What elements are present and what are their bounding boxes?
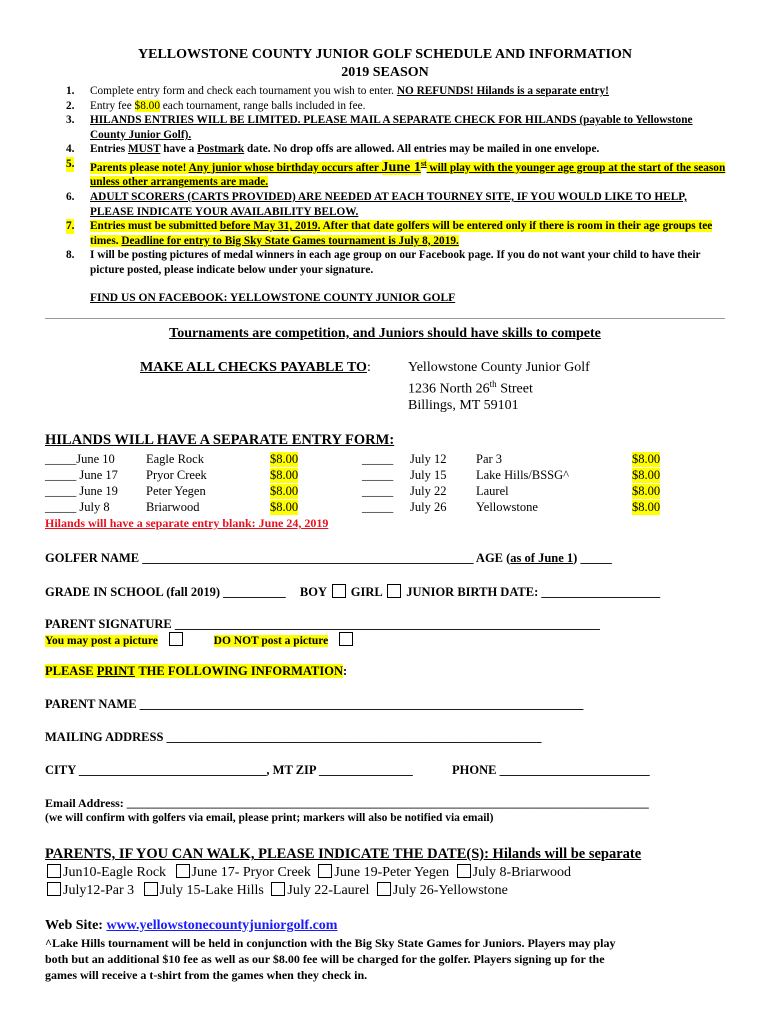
payee-street: 1236 North 26th Street bbox=[408, 379, 533, 397]
rule-item: 4. Entries MUST have a Postmark date. No drop offs are allowed. All entries may be mailed in one envelope. bbox=[66, 143, 600, 156]
schedule-course: Lake Hills/BSSG^ bbox=[476, 468, 570, 482]
volunteer-checkbox[interactable] bbox=[271, 882, 285, 896]
rule-number: 2. bbox=[66, 99, 75, 112]
schedule-date: July 26 bbox=[410, 500, 447, 514]
schedule-course: Pryor Creek bbox=[146, 468, 207, 482]
hilands-note: Hilands will have a separate entry blank: June 24, 2019 bbox=[45, 516, 329, 530]
do-not-post-checkbox[interactable] bbox=[339, 632, 353, 646]
schedule-date[interactable]: _____ June 19 bbox=[45, 484, 118, 498]
divider bbox=[45, 318, 725, 319]
entry-fee-value: $8.00 bbox=[134, 99, 160, 112]
parent-signature-field[interactable]: PARENT SIGNATURE ____________________________________________________________________ bbox=[45, 617, 600, 631]
rule-item: 2. Entry fee $8.00 each tournament, range balls included in fee. bbox=[66, 99, 366, 112]
may-post-label: You may post a picture bbox=[45, 635, 158, 647]
rule-item: 7. Entries must be submitted before May 31, 2019. After that date golfers will be entered only if there is room in their age groups tee times. Deadline for entry to Big Sky State Games tournament is July 8, 2019. bbox=[66, 220, 713, 247]
rule-number: 6. bbox=[66, 190, 75, 203]
rule-item: 1. Complete entry form and check each tournament you wish to enter. NO REFUNDS! Hilands is a separate entry! bbox=[66, 85, 609, 97]
schedule-date[interactable]: _____ July 8 bbox=[45, 500, 110, 514]
schedule-course: Briarwood bbox=[146, 500, 200, 514]
schedule-course: Yellowstone bbox=[476, 500, 538, 514]
volunteer-row-1: Jun10-Eagle Rock June 17- Pryor Creek June 19-Peter Yegen July 8-Briarwood bbox=[45, 864, 571, 881]
payee-name: Yellowstone County Junior Golf bbox=[408, 360, 590, 375]
schedule-date: July 15 bbox=[410, 468, 447, 482]
schedule-fee: $8.00 bbox=[632, 468, 661, 482]
competition-notice: Tournaments are competition, and Juniors should have skills to compete bbox=[169, 326, 601, 341]
schedule-fee: $8.00 bbox=[632, 500, 661, 514]
picture-permission-row bbox=[45, 632, 355, 647]
facebook-line: FIND US ON FACEBOOK: YELLOWSTONE COUNTY JUNIOR GOLF bbox=[90, 292, 456, 304]
volunteer-checkbox[interactable] bbox=[176, 864, 190, 878]
schedule-blank[interactable]: _____ bbox=[362, 500, 394, 514]
schedule-fee: $8.00 bbox=[632, 452, 661, 466]
schedule-blank[interactable]: _____ bbox=[362, 468, 394, 482]
schedule-date: July 12 bbox=[410, 452, 447, 466]
schedule-course: Laurel bbox=[476, 484, 509, 498]
print-instruction: PLEASE PRINT THE FOLLOWING INFORMATION: bbox=[45, 664, 348, 678]
volunteer-checkbox[interactable] bbox=[47, 864, 61, 878]
city-zip-field[interactable]: CITY ______________________________, MT ZIP _______________ bbox=[45, 763, 413, 777]
season-subtitle: 2019 SEASON bbox=[341, 65, 429, 80]
schedule-course: Eagle Rock bbox=[146, 452, 204, 466]
email-note: (we will confirm with golfers via email, please print; markers will also be notified via email) bbox=[45, 812, 494, 824]
schedule-fee: $8.00 bbox=[270, 468, 299, 482]
mailing-address-field[interactable]: MAILING ADDRESS ____________________________________________________________ bbox=[45, 730, 542, 744]
website-line: Web Site: www.yellowstonecountyjuniorgolf.com bbox=[45, 918, 338, 933]
rule-number: 7. bbox=[66, 220, 75, 233]
girl-checkbox[interactable] bbox=[387, 584, 401, 598]
rule-number: 1. bbox=[66, 85, 75, 97]
schedule-fee: $8.00 bbox=[270, 452, 299, 466]
rule-item: 6. ADULT SCORERS (CARTS PROVIDED) ARE NEEDED AT EACH TOURNEY SITE, IF YOU WOULD LIKE TO HELP, PLEASE INDICATE YOUR AVAILABILITY BELOW. bbox=[66, 190, 687, 218]
rule-number: 3. bbox=[66, 114, 75, 127]
schedule-fee: $8.00 bbox=[270, 500, 299, 514]
rule-number: 4. bbox=[66, 143, 75, 156]
may-post-checkbox[interactable] bbox=[169, 632, 183, 646]
email-field[interactable]: Email Address: _______________________________________________________________________________________ bbox=[45, 796, 649, 810]
hilands-heading: HILANDS WILL HAVE A SEPARATE ENTRY FORM: bbox=[45, 432, 395, 448]
volunteer-row-2: July12-Par 3 July 15-Lake Hills July 22-Laurel July 26-Yellowstone bbox=[45, 882, 508, 899]
rule-number: 8. bbox=[66, 249, 75, 262]
rule-item: 8. I will be posting pictures of medal winners in each age group on our Facebook page. If you do not want your child to have their picture posted, please indicate below under your signature. bbox=[66, 249, 701, 276]
schedule-blank[interactable]: _____ bbox=[362, 484, 394, 498]
schedule-blank[interactable]: _____ bbox=[362, 452, 394, 466]
schedule-date: July 22 bbox=[410, 484, 447, 498]
volunteer-checkbox[interactable] bbox=[457, 864, 471, 878]
volunteer-checkbox[interactable] bbox=[318, 864, 332, 878]
schedule-course: Peter Yegen bbox=[146, 484, 206, 498]
website-link[interactable]: www.yellowstonecountyjuniorgolf.com bbox=[106, 918, 338, 933]
rule-number: 5. bbox=[66, 157, 75, 170]
grade-field[interactable]: GRADE IN SCHOOL (fall 2019) __________ bbox=[45, 585, 286, 599]
schedule-date[interactable]: _____June 10 bbox=[45, 452, 115, 466]
payable-to-label: MAKE ALL CHECKS PAYABLE TO: bbox=[140, 360, 371, 375]
volunteer-checkbox[interactable] bbox=[144, 882, 158, 896]
phone-field[interactable]: PHONE ________________________ bbox=[452, 763, 650, 777]
parent-name-field[interactable]: PARENT NAME _______________________________________________________________________ bbox=[45, 697, 584, 711]
rules-list bbox=[50, 84, 730, 277]
volunteer-checkbox[interactable] bbox=[47, 882, 61, 896]
rule-item: 5. Parents please note! Any junior whose birthday occurs after June 1st will play with the younger age group at the start of the season unless other arrangements are made. bbox=[66, 157, 726, 189]
schedule-date[interactable]: _____ June 17 bbox=[45, 468, 118, 482]
document-title: YELLOWSTONE COUNTY JUNIOR GOLF SCHEDULE AND INFORMATION bbox=[138, 47, 632, 62]
volunteer-checkbox[interactable] bbox=[377, 882, 391, 896]
schedule-fee: $8.00 bbox=[270, 484, 299, 498]
birth-date-field[interactable]: JUNIOR BIRTH DATE: ___________________ bbox=[406, 585, 661, 599]
footnote-line: games will receive a t-shirt from the games when they check in. bbox=[45, 968, 368, 982]
boy-checkbox[interactable] bbox=[332, 584, 346, 598]
footnote-line: ^Lake Hills tournament will be held in conjunction with the Big Sky State Games for Juniors. Players may play bbox=[45, 936, 616, 950]
schedule-fee: $8.00 bbox=[632, 484, 661, 498]
no-refunds-notice: NO REFUNDS! Hilands is a separate entry! bbox=[396, 85, 609, 97]
volunteer-heading: PARENTS, IF YOU CAN WALK, PLEASE INDICATE THE DATE(S): Hilands will be separate bbox=[45, 846, 642, 862]
payee-city: Billings, MT 59101 bbox=[408, 398, 519, 413]
golfer-name-field[interactable]: GOLFER NAME _____________________________________________________ AGE (as of June 1) _____ bbox=[45, 551, 612, 565]
schedule-course: Par 3 bbox=[476, 452, 503, 466]
footnote-line: both but an additional $10 fee as well as our $8.00 fee will be charged for the golfer. Players signing up for the bbox=[45, 952, 605, 966]
grade-row: GRADE IN SCHOOL (fall 2019) __________ BOY GIRL JUNIOR BIRTH DATE: ___________________ bbox=[45, 585, 661, 599]
rule-item: 3. HILANDS ENTRIES WILL BE LIMITED. PLEASE MAIL A SEPARATE CHECK FOR HILANDS (payable to Yellowstone County Junior Golf). bbox=[66, 114, 693, 141]
do-not-post-label: DO NOT post a picture bbox=[213, 635, 329, 647]
